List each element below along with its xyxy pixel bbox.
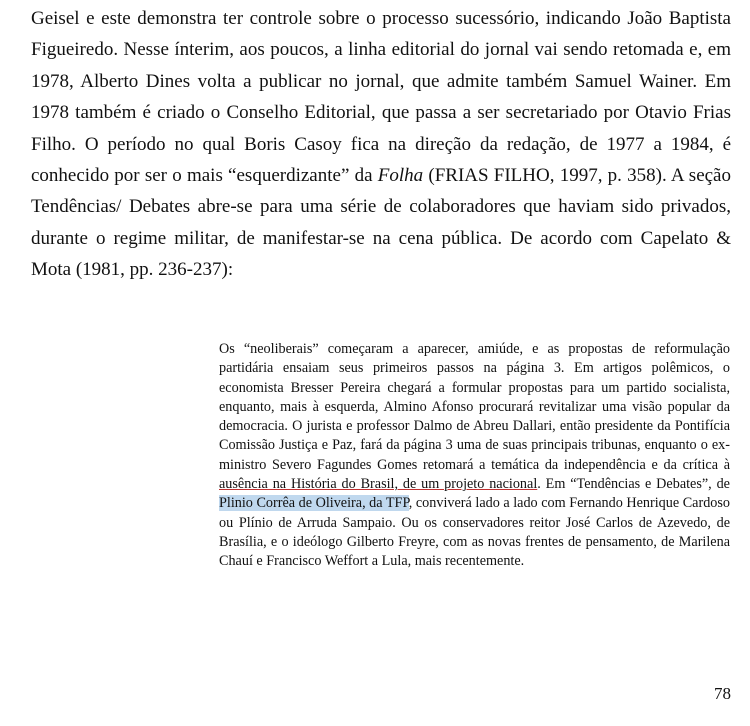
quote-text: Os “neoliberais” começaram a aparecer, amiúde, e as propostas de reformulação partidária ensaiam seus primeiros passos na página 3. Em artigos polêmicos, o economista Bresser Pereira chegará a formular propostas para um partido socialista, enquanto, mais à esquerda, Almino Afonso procurará revitalizar uma visão popular da democracia. O jurista e professor Dalmo de Abreu Dallari, então presidente da Pontifícia Comissão Justiça e Paz, fará da página 3 uma de suas principais tribunas, enquanto o ex-ministro Severo Fagundes Gomes retomará a temática da independência e da crítica à: [219, 341, 730, 473]
quote-text-3: , conviverá lado a lado com Fernando Henrique Cardoso ou Plínio de Arruda Sampaio. Ou os conservadores reitor José Carlos de Azevedo, de Brasília, e o ideólogo Gilberto Freyre, com as novas frentes de pensamento, de Marilena Chauí e Francisco Weffort a Lula, mais recentemente.: [219, 495, 730, 570]
paragraph: [31, 3, 731, 286]
quote-paragraph: [219, 340, 730, 572]
underlined-text: ausência na História do Brasil, de um projeto nacional: [219, 476, 538, 493]
paragraph-text-continued: (FRIAS FILHO, 1997, p. 358). A seção Tendências/ Debates abre-se para uma série de colaboradores que haviam sido privados, durante o regime militar, de manifestar-se na cena pública. De acordo com Capelato & Mota (1981, pp. 236-237):: [31, 165, 731, 281]
italic-newspaper-name: Folha: [377, 165, 424, 187]
body-paragraph: [31, 3, 731, 286]
quote-text-2: . Em “Tendências e Debates”, de: [537, 476, 730, 493]
paragraph-text: Geisel e este demonstra ter controle sobre o processo sucessório, indicando João Baptista Figueiredo. Nesse ínterim, aos poucos, a linha editorial do jornal vai sendo retomada e, em 1978, Alberto Dines volta a publicar no jornal, que admite também Samuel Wainer. Em 1978 também é criado o Conselho Editorial, que passa a ser secretariado por Otavio Frias Filho. O período no qual Boris Casoy fica na direção da redação, de 1977 a 1984, é conhecido por ser o mais “esquerdizante” da: [31, 8, 731, 187]
block-quote: [219, 340, 730, 572]
highlighted-selection[interactable]: Plinio Corrêa de Oliveira, da TFP: [219, 495, 409, 512]
page-number: 78: [714, 684, 731, 703]
